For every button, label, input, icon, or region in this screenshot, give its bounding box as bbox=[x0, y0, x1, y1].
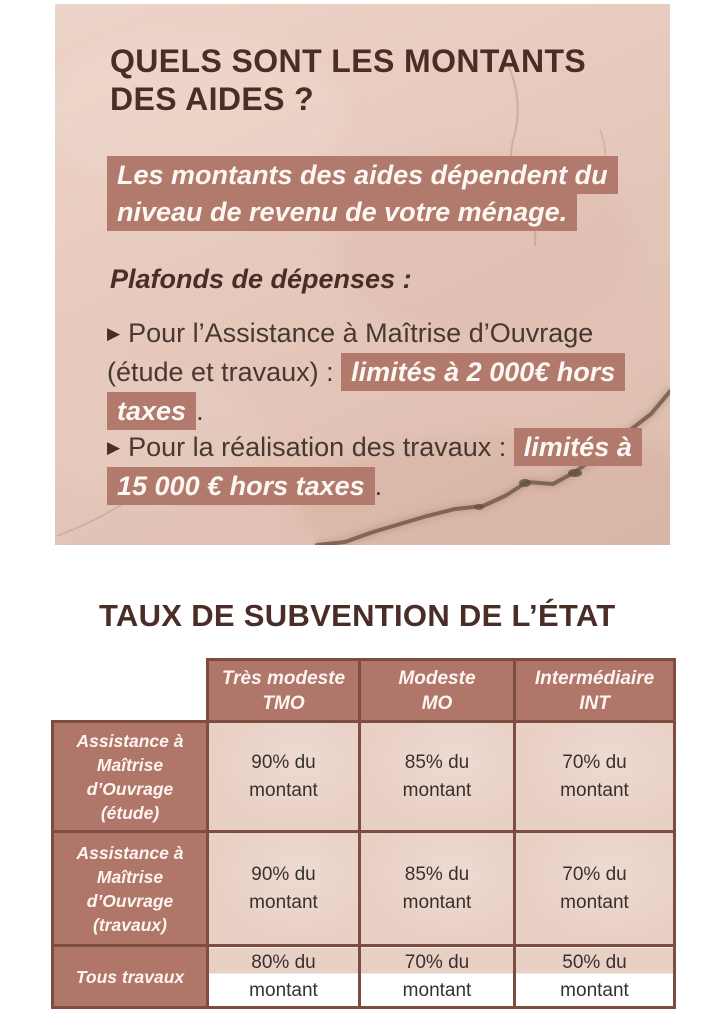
rate-cell: 85% du montant bbox=[360, 722, 515, 832]
column-header-label: Intermédiaire bbox=[534, 667, 655, 689]
page-title-line1: QUELS SONT LES MONTANTS bbox=[110, 43, 587, 79]
column-header-label: Très modeste bbox=[221, 667, 346, 689]
triangle-bullet-icon: ▶ bbox=[107, 324, 121, 343]
bullet-travaux-highlight: limités à 15 000 € hors taxes bbox=[107, 428, 642, 505]
page-title-line2: DES AIDES ? bbox=[110, 81, 315, 117]
hero-content bbox=[55, 4, 670, 545]
row-label-text: Tous travaux bbox=[75, 966, 185, 987]
row-label-text: Assistance à Maîtrise d’Ouvrage (étude) bbox=[76, 730, 184, 823]
column-header-label: Modeste bbox=[398, 667, 476, 689]
column-header-code: TMO bbox=[262, 692, 305, 714]
bullet-travaux-text: Pour la réalisation des travaux : bbox=[128, 432, 514, 462]
row-label bbox=[53, 832, 208, 946]
column-header-code: INT bbox=[579, 692, 610, 714]
triangle-bullet-icon: ▶ bbox=[107, 438, 121, 457]
row-label bbox=[53, 946, 208, 1008]
rate-cell: 85% du montant bbox=[360, 832, 515, 946]
table-row-amo-travaux bbox=[53, 832, 675, 946]
rate-cell: 90% du montant bbox=[208, 832, 360, 946]
intro-paragraph bbox=[107, 157, 619, 231]
column-header-modeste bbox=[360, 660, 515, 722]
page-title bbox=[110, 42, 586, 118]
bullet-amo-text: Pour l’Assistance à Maîtrise d’Ouvrage (étude et travaux) : bbox=[107, 318, 594, 387]
rate-cell: 90% du montant bbox=[208, 722, 360, 832]
table-row-tous-travaux bbox=[53, 946, 675, 1008]
bullet-travaux-suffix: . bbox=[374, 471, 383, 501]
rate-cell: 70% du montant bbox=[515, 832, 675, 946]
hero-card bbox=[55, 4, 670, 545]
empty-corner-cell bbox=[53, 660, 208, 722]
column-header-code: MO bbox=[421, 692, 453, 714]
rate-cell: 70% du montant bbox=[360, 946, 515, 1008]
rate-cell: 50% du montant bbox=[515, 946, 675, 1008]
rate-cell: 80% du montant bbox=[208, 946, 360, 1008]
subheading-plafonds: Plafonds de dépenses : bbox=[110, 264, 412, 294]
section-heading: TAUX DE SUBVENTION DE L’ÉTAT bbox=[99, 598, 616, 633]
table-row-amo-etude bbox=[53, 722, 675, 832]
rate-cell: 70% du montant bbox=[515, 722, 675, 832]
row-label-text: Assistance à Maîtrise d’Ouvrage (travaux) bbox=[76, 842, 184, 935]
intro-highlight: Les montants des aides dépendent du niveau de revenu de votre ménage. bbox=[107, 156, 618, 231]
bullet-amo-suffix: . bbox=[196, 396, 204, 426]
table-header-row bbox=[53, 660, 675, 722]
bullet-amo bbox=[107, 314, 663, 431]
bullet-amo-highlight: limités à 2 000€ hors taxes bbox=[107, 353, 625, 430]
subsidy-rate-table bbox=[51, 658, 676, 1009]
column-header-tres-modeste bbox=[208, 660, 360, 722]
bullet-travaux bbox=[107, 428, 669, 506]
row-label bbox=[53, 722, 208, 832]
column-header-intermediaire bbox=[515, 660, 675, 722]
